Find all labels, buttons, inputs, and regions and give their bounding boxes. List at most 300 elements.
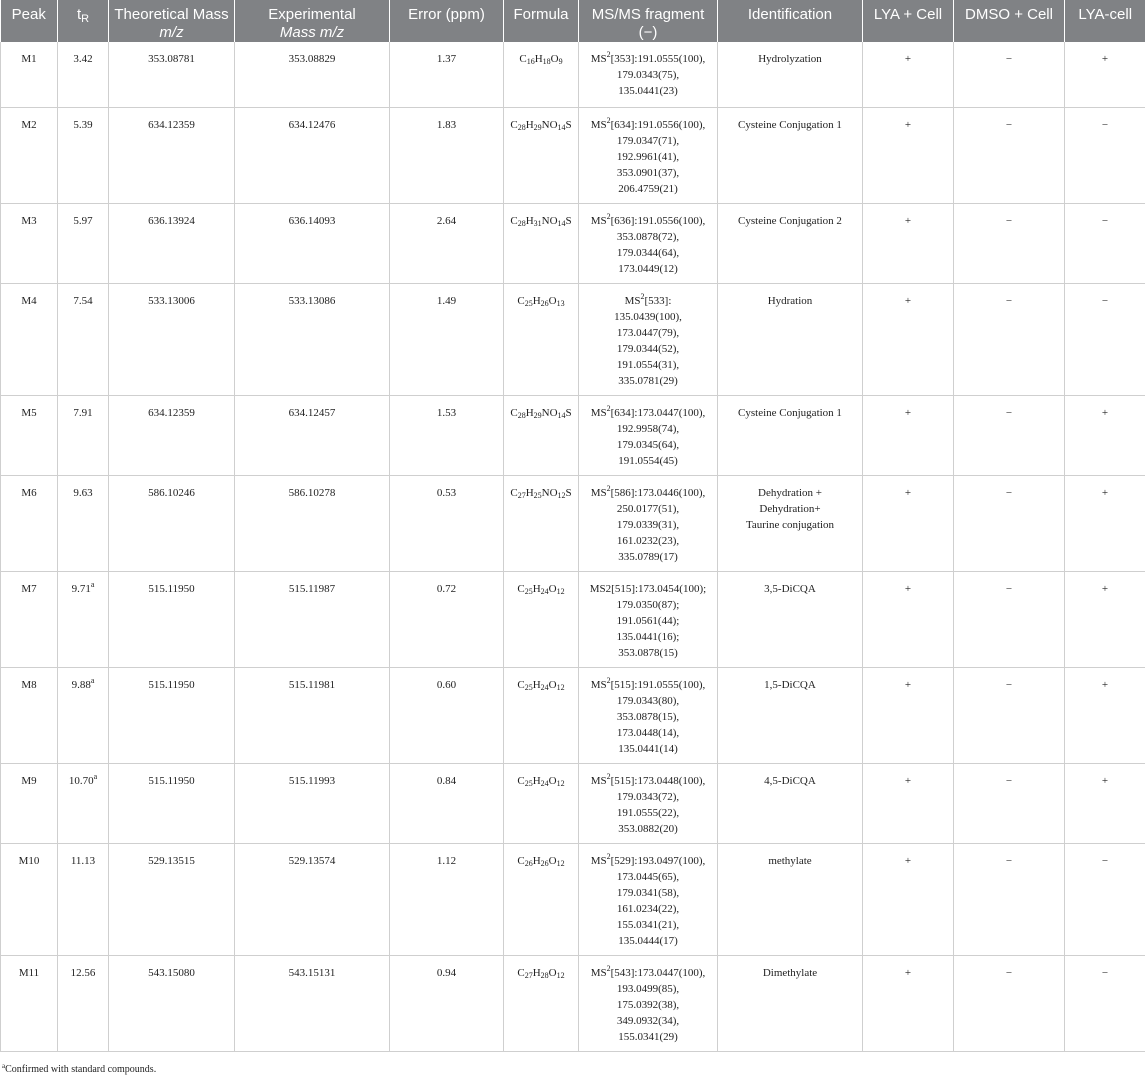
theoretical-mass-value: 353.08781: [148, 53, 195, 65]
cell-experimental-mass: [235, 203, 390, 283]
fragment-text: 173.0448(14),: [616, 726, 680, 739]
cell-formula: [504, 395, 579, 475]
table-row: [1, 283, 1145, 395]
formula-subscript: 16: [526, 57, 535, 66]
identification-line: 4,5-DiCQA: [764, 774, 816, 787]
lya-cell-value: +: [904, 774, 912, 787]
lya-cell-value: +: [904, 966, 912, 979]
standard-note-marker: a: [93, 771, 98, 781]
ms-order-superscript: 2: [606, 675, 611, 685]
cell-msms-fragments: [579, 667, 718, 763]
cell-formula: [504, 107, 579, 203]
cell-dmso-cell: [954, 107, 1065, 203]
formula-element: C: [517, 294, 525, 307]
cell-identification: [718, 107, 863, 203]
fragment-line: [583, 229, 713, 245]
formula-element: H: [532, 582, 541, 595]
cell-lya-minus-cell: [1065, 203, 1145, 283]
cell-theoretical-mass: [109, 955, 235, 1051]
retention-time-value: 9.88: [71, 678, 91, 691]
formula-subscript: 26: [540, 858, 549, 868]
retention-time-value: 9.63: [73, 486, 93, 499]
dmso-cell-value: −: [1005, 118, 1013, 131]
retention-time-value: 10.70: [68, 774, 94, 787]
fragment-text: 179.0343(80),: [616, 694, 680, 707]
fragment-line: [583, 773, 713, 789]
formula-element: O: [550, 53, 559, 65]
cell-peak: [1, 571, 58, 667]
cell-lya-cell: [863, 395, 954, 475]
cell-formula: [504, 203, 579, 283]
fragment-line: [583, 165, 713, 181]
fragment-text: 353.0901(37),: [616, 166, 680, 179]
formula-element: H: [525, 486, 534, 499]
formula-subscript: 14: [557, 218, 566, 228]
formula-subscript: 24: [540, 586, 549, 596]
experimental-mass-value: 353.08829: [288, 53, 336, 65]
cell-lya-cell: [863, 475, 954, 571]
formula-element: C: [510, 214, 518, 227]
formula-subscript: 28: [540, 970, 549, 980]
cell-experimental-mass: [235, 475, 390, 571]
retention-time-value: 7.54: [73, 294, 93, 307]
ms-order-superscript: 2: [606, 211, 611, 221]
identification-line: Hydrolyzation: [758, 53, 822, 65]
fragment-line: [583, 51, 713, 67]
fragment-line: [583, 725, 713, 741]
fragment-line: [583, 405, 713, 421]
formula-subscript: 27: [524, 970, 533, 980]
cell-experimental-mass: [235, 763, 390, 843]
fragment-line: [583, 549, 713, 565]
ms-order-superscript: 2: [606, 963, 611, 973]
cell-error: [390, 42, 504, 107]
standard-note-marker: a: [90, 579, 95, 589]
lya-cell-value: +: [904, 486, 912, 499]
dmso-cell-value: −: [1005, 582, 1013, 595]
identification-line: Cysteine Conjugation 2: [738, 214, 842, 227]
cell-dmso-cell: [954, 283, 1065, 395]
cell-theoretical-mass: [109, 843, 235, 955]
header-lya-cell: LYA + Cell: [863, 0, 954, 42]
ms-prefix: MS: [590, 966, 607, 979]
theoretical-mass-value: 533.13006: [148, 294, 195, 307]
peak-label: M6: [21, 486, 37, 499]
cell-error: [390, 395, 504, 475]
cell-msms-fragments: [579, 763, 718, 843]
fragment-line: [583, 693, 713, 709]
cell-experimental-mass: [235, 395, 390, 475]
fragment-line: [583, 933, 713, 949]
peak-label: M11: [18, 966, 40, 979]
fragment-line: [583, 149, 713, 165]
cell-theoretical-mass: [109, 395, 235, 475]
ms-order-superscript: 2: [606, 115, 611, 125]
fragment-text: 179.0347(71),: [616, 134, 680, 147]
molecular-formula: [517, 855, 564, 867]
cell-peak: [1, 667, 58, 763]
formula-subscript: 29: [533, 122, 542, 132]
formula-subscript: 25: [524, 298, 533, 308]
cell-lya-cell: [863, 571, 954, 667]
formula-element: H: [532, 854, 541, 867]
molecular-formula: [510, 215, 571, 227]
identification-line: methylate: [768, 854, 812, 867]
fragment-line: [583, 341, 713, 357]
theoretical-mass-value: 529.13515: [148, 854, 195, 867]
cell-error: [390, 107, 504, 203]
cell-lya-minus-cell: [1065, 395, 1145, 475]
fragment-text: 161.0232(23),: [616, 534, 680, 547]
cell-formula: [504, 763, 579, 843]
fragment-line: [583, 501, 713, 517]
lya-cell-value: +: [904, 294, 912, 307]
cell-error: [390, 571, 504, 667]
fragment-text: 173.0445(65),: [616, 870, 680, 883]
experimental-mass-value: 634.12476: [288, 118, 336, 131]
theoretical-mass-value: 634.12359: [148, 406, 195, 419]
dmso-cell-value: −: [1005, 406, 1013, 419]
cell-peak: [1, 475, 58, 571]
cell-peak: [1, 843, 58, 955]
formula-element: C: [517, 678, 525, 691]
cell-retention-time: [58, 42, 109, 107]
ms-order-superscript: 2: [606, 851, 611, 861]
header-lya-minus-cell: LYA-cell: [1065, 0, 1145, 42]
lya-cell-value: +: [904, 53, 912, 65]
fragment-text: [586]:173.0446(100),: [610, 486, 706, 499]
footnote-text: Confirmed with standard compounds.: [5, 1064, 157, 1075]
footnote-marker: a: [2, 1062, 6, 1070]
fragment-text: 353.0878(15),: [616, 710, 680, 723]
retention-time-value: 12.56: [70, 966, 96, 979]
experimental-mass-value: 636.14093: [288, 214, 336, 227]
fragment-line: [583, 453, 713, 469]
cell-dmso-cell: [954, 42, 1065, 107]
cell-lya-cell: [863, 667, 954, 763]
ms-prefix: MS: [624, 294, 641, 307]
theoretical-mass-value: 586.10246: [148, 486, 195, 499]
dmso-cell-value: −: [1005, 774, 1013, 787]
molecular-formula: [517, 583, 564, 595]
ms-order-superscript: 2: [640, 291, 645, 301]
cell-retention-time: [58, 667, 109, 763]
cell-lya-minus-cell: [1065, 955, 1145, 1051]
fragment-text: 179.0341(58),: [616, 886, 680, 899]
fragment-line: [583, 213, 713, 229]
lya-minus-cell-value: −: [1101, 118, 1109, 131]
cell-msms-fragments: [579, 395, 718, 475]
experimental-mass-value: 634.12457: [288, 406, 336, 419]
formula-subscript: 28: [517, 122, 526, 132]
fragment-line: [583, 901, 713, 917]
identification-line: Cysteine Conjugation 1: [738, 406, 842, 419]
fragment-line: [583, 917, 713, 933]
lya-cell-value: +: [904, 582, 912, 595]
cell-theoretical-mass: [109, 203, 235, 283]
cell-msms-fragments: [579, 475, 718, 571]
fragment-text: 335.0781(29): [618, 374, 678, 387]
lya-minus-cell-value: +: [1101, 678, 1109, 691]
formula-subscript: 14: [557, 122, 566, 132]
table-row: [1, 843, 1145, 955]
cell-peak: [1, 763, 58, 843]
error-value: 0.53: [436, 486, 457, 499]
cell-msms-fragments: [579, 42, 718, 107]
formula-element: H: [525, 214, 534, 227]
lya-cell-value: +: [904, 406, 912, 419]
formula-element: C: [517, 966, 525, 979]
formula-subscript: 29: [533, 410, 542, 420]
ms-prefix: MS: [590, 774, 607, 787]
formula-element: S: [565, 406, 572, 419]
fragment-line: [583, 437, 713, 453]
fragment-text: 206.4759(21): [618, 182, 678, 195]
cell-dmso-cell: [954, 843, 1065, 955]
fragment-line: [583, 357, 713, 373]
fragment-line: [583, 421, 713, 437]
lya-minus-cell-value: −: [1101, 966, 1109, 979]
formula-element: NO: [541, 118, 558, 131]
cell-identification: [718, 667, 863, 763]
fragment-text: 135.0441(23): [618, 85, 678, 97]
dmso-cell-value: −: [1005, 294, 1013, 307]
lya-cell-value: +: [904, 854, 912, 867]
cell-lya-minus-cell: [1065, 475, 1145, 571]
fragment-line: [583, 821, 713, 837]
fragment-text: [515]:173.0448(100),: [610, 774, 706, 787]
cell-identification: [718, 763, 863, 843]
ms-order-superscript: 2: [606, 50, 611, 59]
cell-retention-time: [58, 203, 109, 283]
header-error: Error (ppm): [390, 0, 504, 42]
formula-subscript: 24: [540, 682, 549, 692]
fragment-text: [634]:191.0556(100),: [610, 118, 706, 131]
cell-lya-cell: [863, 283, 954, 395]
experimental-mass-value: 515.11981: [288, 678, 336, 691]
cell-identification: [718, 395, 863, 475]
formula-subscript: 31: [533, 218, 542, 228]
formula-subscript: 28: [517, 410, 526, 420]
fragment-text: 191.0555(22),: [616, 806, 680, 819]
cell-error: [390, 843, 504, 955]
cell-dmso-cell: [954, 955, 1065, 1051]
fragment-text: 135.0441(16);: [616, 630, 680, 643]
cell-peak: [1, 42, 58, 107]
fragment-line: [583, 645, 713, 661]
peak-label: M1: [21, 53, 37, 65]
lya-minus-cell-value: +: [1101, 486, 1109, 499]
cell-lya-cell: [863, 42, 954, 107]
cell-formula: [504, 42, 579, 107]
formula-subscript: 28: [517, 218, 526, 228]
header-retention-time: $t_R$: [58, 0, 109, 42]
cell-identification: [718, 283, 863, 395]
identification-line: 1,5-DiCQA: [764, 678, 816, 691]
error-value: 1.49: [436, 294, 457, 307]
cell-theoretical-mass: [109, 107, 235, 203]
fragment-text: [529]:193.0497(100),: [610, 854, 706, 867]
ms-order-superscript: 2: [606, 483, 611, 493]
ms-prefix: MS: [590, 118, 607, 131]
cell-identification: [718, 475, 863, 571]
molecular-formula: [519, 53, 562, 65]
formula-element: NO: [541, 214, 558, 227]
cell-dmso-cell: [954, 395, 1065, 475]
cell-theoretical-mass: [109, 42, 235, 107]
fragment-line: [583, 517, 713, 533]
retention-time-value: 5.97: [73, 214, 93, 227]
peak-label: M2: [21, 118, 37, 131]
formula-subscript: 24: [540, 778, 549, 788]
ms-prefix: MS: [590, 854, 607, 867]
header-msms-fragment: MS/MS fragment (−): [579, 0, 718, 42]
table-row: [1, 42, 1145, 107]
retention-time-value: 3.42: [73, 53, 93, 65]
cell-msms-fragments: [579, 571, 718, 667]
fragment-text: 191.0561(44);: [616, 614, 680, 627]
formula-element: O: [548, 678, 557, 691]
formula-element: O: [548, 854, 557, 867]
formula-element: C: [510, 118, 518, 131]
header-theoretical-mass: Theoretical Mass m/z: [109, 0, 235, 42]
formula-subscript: 13: [556, 298, 565, 308]
fragment-text: 353.0882(20): [618, 822, 678, 835]
fragment-line: [583, 869, 713, 885]
fragment-line: [583, 1013, 713, 1029]
cell-peak: [1, 395, 58, 475]
table-row: [1, 107, 1145, 203]
lya-cell-value: +: [904, 678, 912, 691]
dmso-cell-value: −: [1005, 966, 1013, 979]
dmso-cell-value: −: [1005, 486, 1013, 499]
fragment-line: [583, 677, 713, 693]
cell-theoretical-mass: [109, 667, 235, 763]
fragment-line: [583, 853, 713, 869]
cell-theoretical-mass: [109, 571, 235, 667]
identification-line: Dehydration+: [759, 502, 821, 515]
fragment-line: [583, 181, 713, 197]
experimental-mass-value: 529.13574: [288, 854, 336, 867]
fragment-line: [583, 67, 713, 83]
fragment-text: [533]:: [644, 294, 672, 307]
formula-element: O: [548, 966, 557, 979]
cell-experimental-mass: [235, 107, 390, 203]
formula-element: C: [510, 486, 518, 499]
cell-theoretical-mass: [109, 475, 235, 571]
retention-time-value: 5.39: [73, 118, 93, 131]
dmso-cell-value: −: [1005, 53, 1013, 65]
cell-peak: [1, 107, 58, 203]
cell-dmso-cell: [954, 203, 1065, 283]
cell-lya-cell: [863, 843, 954, 955]
header-experimental-mass: Experimental Mass m/z: [235, 0, 390, 42]
molecular-formula: [510, 487, 571, 499]
molecular-formula: [510, 407, 571, 419]
error-value: 0.84: [436, 774, 457, 787]
formula-element: C: [517, 854, 525, 867]
theoretical-mass-value: 515.11950: [148, 678, 195, 691]
fragment-line: [583, 117, 713, 133]
fragment-line: [583, 581, 713, 597]
table-row: [1, 395, 1145, 475]
dmso-cell-value: −: [1005, 214, 1013, 227]
fragment-text: [543]:173.0447(100),: [610, 966, 706, 979]
standard-note-marker: a: [90, 675, 95, 685]
lya-minus-cell-value: +: [1101, 582, 1109, 595]
cell-formula: [504, 571, 579, 667]
table-row: [1, 667, 1145, 763]
cell-formula: [504, 667, 579, 763]
fragment-text: [636]:191.0556(100),: [610, 214, 706, 227]
lya-minus-cell-value: −: [1101, 214, 1109, 227]
fragment-text: 353.0878(72),: [616, 230, 680, 243]
lya-minus-cell-value: −: [1101, 854, 1109, 867]
fragment-line: [583, 261, 713, 277]
lya-minus-cell-value: +: [1101, 53, 1109, 65]
formula-subscript: 12: [556, 778, 565, 788]
fragment-text: 179.0344(64),: [616, 246, 680, 259]
cell-dmso-cell: [954, 667, 1065, 763]
header-dmso-cell: DMSO + Cell: [954, 0, 1065, 42]
formula-subscript: 25: [524, 586, 533, 596]
table-row: [1, 763, 1145, 843]
fragment-text: 179.0350(87);: [616, 598, 680, 611]
theoretical-mass-value: 634.12359: [148, 118, 195, 131]
experimental-mass-value: 543.15131: [288, 966, 336, 979]
cell-experimental-mass: [235, 843, 390, 955]
formula-subscript: 12: [556, 858, 565, 868]
cell-retention-time: [58, 475, 109, 571]
cell-msms-fragments: [579, 203, 718, 283]
ms-order-superscript: 2: [606, 771, 611, 781]
cell-error: [390, 763, 504, 843]
cell-formula: [504, 283, 579, 395]
cell-retention-time: [58, 763, 109, 843]
fragment-line: [583, 629, 713, 645]
cell-formula: [504, 475, 579, 571]
peak-label: M4: [21, 294, 37, 307]
fragment-text: 173.0447(79),: [616, 326, 680, 339]
formula-element: NO: [541, 486, 558, 499]
lya-minus-cell-value: +: [1101, 774, 1109, 787]
dmso-cell-value: −: [1005, 678, 1013, 691]
fragment-text: 191.0554(31),: [616, 358, 680, 371]
peak-label: M9: [21, 774, 37, 787]
fragment-line: [583, 709, 713, 725]
cell-lya-minus-cell: [1065, 667, 1145, 763]
identification-line: Hydration: [767, 294, 813, 307]
header-identification: Identification: [718, 0, 863, 42]
cell-formula: [504, 843, 579, 955]
fragment-text: 192.9961(41),: [616, 150, 680, 163]
fragment-line: [583, 613, 713, 629]
table-row: [1, 955, 1145, 1051]
formula-subscript: 12: [556, 970, 565, 980]
fragment-text: 335.0789(17): [618, 550, 678, 563]
table-body: [1, 42, 1145, 1051]
formula-element: NO: [541, 406, 558, 419]
cell-lya-minus-cell: [1065, 283, 1145, 395]
fragment-line: [583, 597, 713, 613]
table-row: [1, 475, 1145, 571]
formula-element: H: [534, 53, 543, 65]
cell-retention-time: [58, 955, 109, 1051]
formula-subscript: 26: [524, 858, 533, 868]
cell-retention-time: [58, 843, 109, 955]
molecular-formula: [517, 967, 564, 979]
cell-lya-cell: [863, 955, 954, 1051]
